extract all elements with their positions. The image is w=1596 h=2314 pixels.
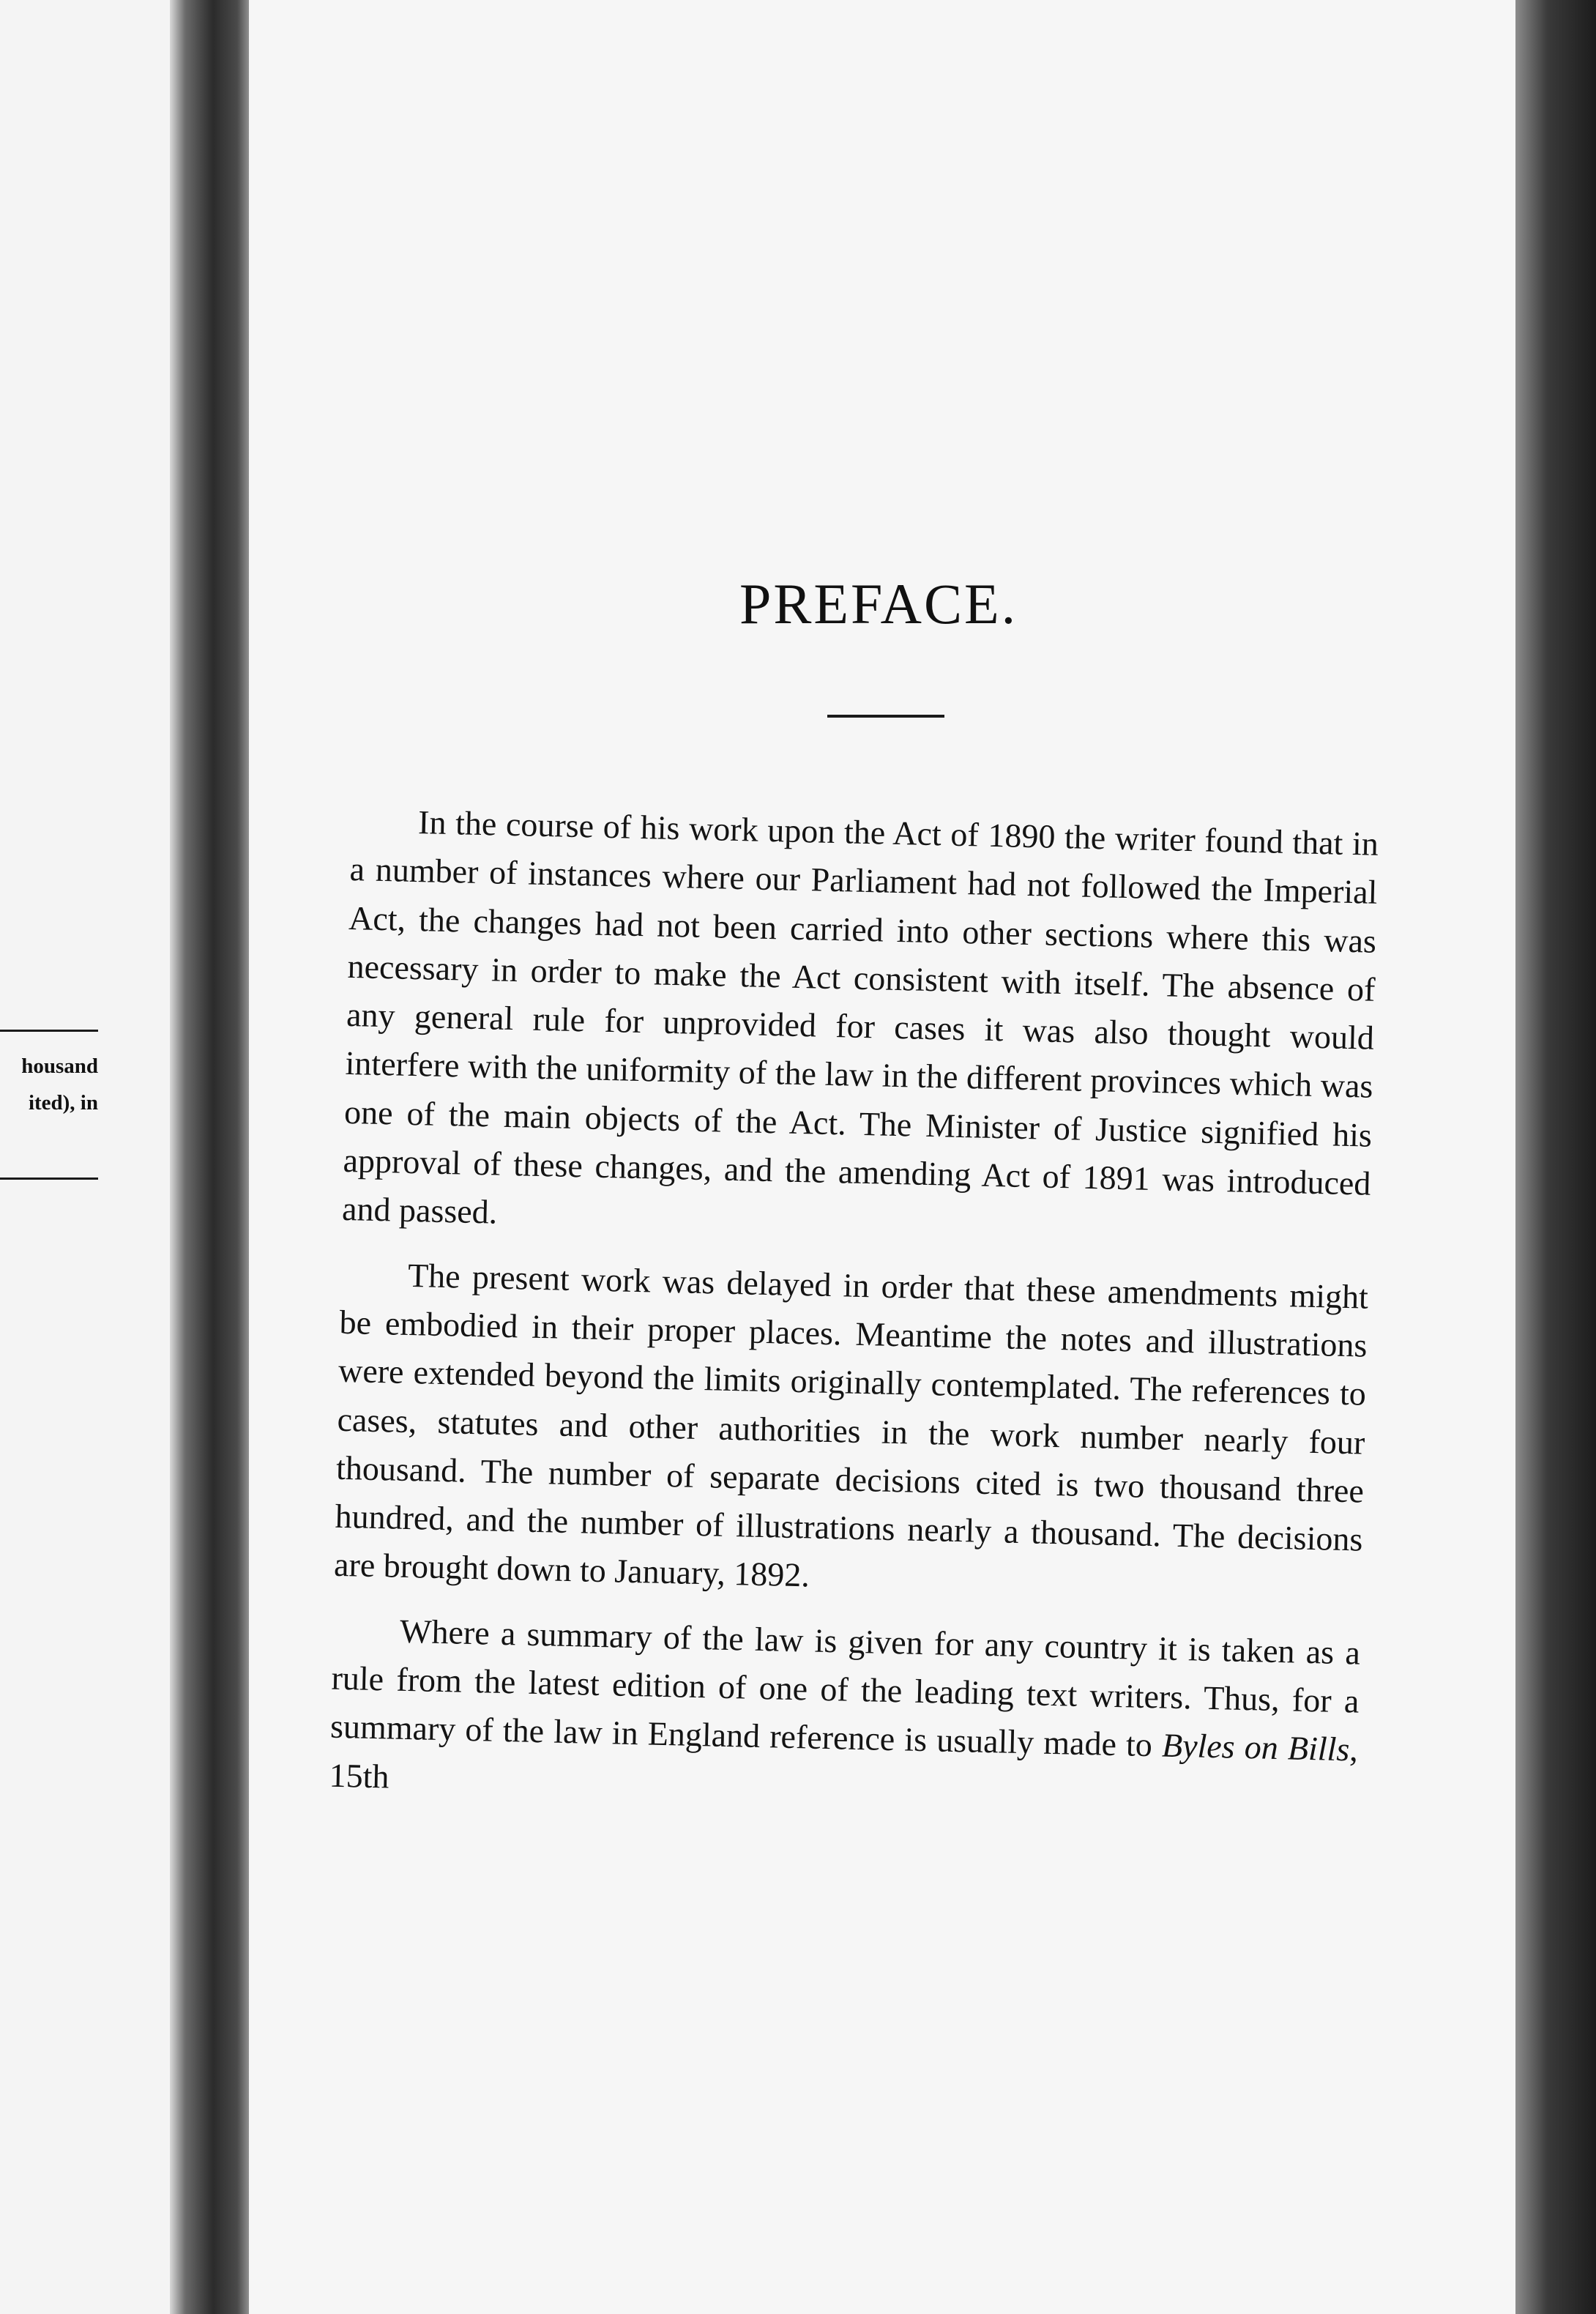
- paragraph-3: [329, 1605, 1361, 1823]
- facing-page-left: [0, 0, 192, 2314]
- facing-page-text-line: ited), in: [28, 1091, 98, 1115]
- page-edge-shadow: [1515, 0, 1596, 2314]
- title-divider: [827, 715, 944, 718]
- facing-page-top-rule: [0, 1030, 98, 1032]
- preface-body: [328, 797, 1379, 1839]
- paragraph-3-text: Where a summary of the law is given for any country it is taken as a rule from the latest edition of one of the leading text writers. Thus, for a summary of the law in England reference is usually made to: [329, 1612, 1361, 1764]
- paragraph-3-edition: , 15th: [329, 1730, 1359, 1796]
- paragraph-1: In the course of his work upon the Act of 1890 the writer found that in a number of instances where our Parliament had not followed the Imperial Act, the changes had not been carried into other sections where this was necessary in order to make the Act consistent with itself. The absence of any general rule for unprovided for cases it was also thought would interfere with the uniformity of the law in the different provinces which was one of the main objects of the Act. The Minister of Justice signified his approval of these changes, and the amending Act of 1891 was introduced and passed.: [341, 803, 1379, 1232]
- page-title: PREFACE.: [739, 572, 1018, 636]
- facing-page-bottom-rule: [0, 1178, 98, 1180]
- paragraph-2: The present work was delayed in order that these amendments might be embodied in their proper places. Meantime the notes and illustrations were extended beyond the limits originally contemplated. The references to cases, statutes and other authorities in the work number nearly four thousand. The number of separate decisions cited is two thousand three hundred, and the number of illustrations nearly a thousand. The decisions are brought down to January, 1892.: [333, 1256, 1369, 1594]
- facing-page-text-line: housand: [21, 1054, 98, 1078]
- book-title-citation: Byles on Bills: [1161, 1726, 1350, 1768]
- binding-gutter: [170, 0, 256, 2314]
